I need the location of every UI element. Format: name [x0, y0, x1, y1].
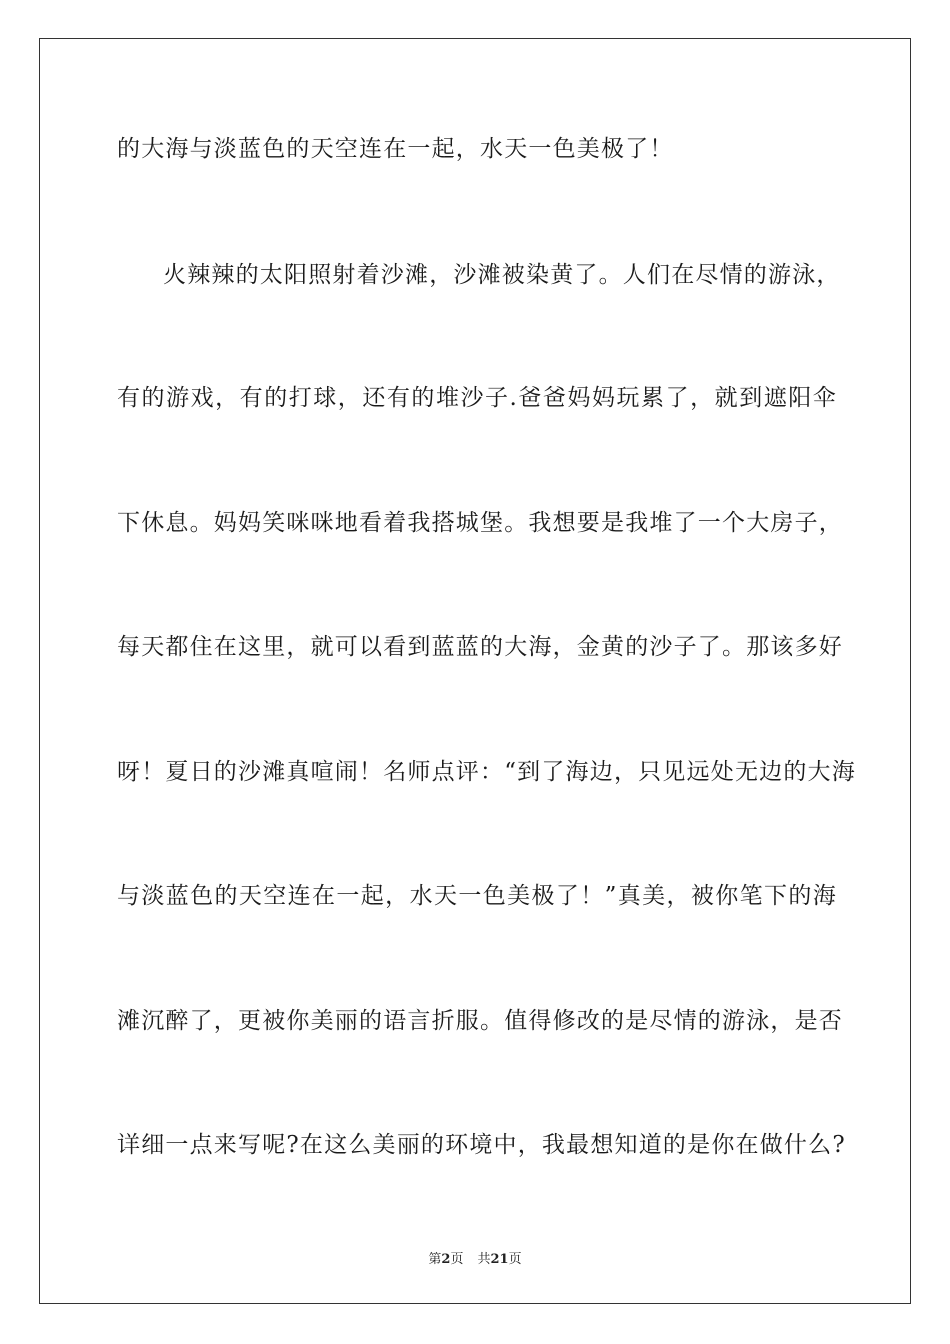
total-pages: 21: [490, 1252, 509, 1267]
total-suffix: 页: [508, 1252, 522, 1267]
paragraph-line-9: 详细一点来写呢?在这么美丽的环境中，我最想知道的是你在做什么?: [117, 1132, 846, 1158]
total-prefix: 共: [477, 1252, 491, 1267]
page-border: [39, 38, 911, 1304]
page-prefix: 第: [428, 1252, 442, 1267]
paragraph-line-4: 下休息。妈妈笑咪咪地看着我搭城堡。我想要是我堆了一个大房子，: [117, 510, 843, 536]
page-suffix: 页: [450, 1252, 464, 1267]
paragraph-line-7: 与淡蓝色的天空连在一起，水天一色美极了！”真美，被你笔下的海: [117, 883, 837, 909]
paragraph-line-8: 滩沉醉了，更被你美丽的语言折服。值得修改的是尽情的游泳，是否: [117, 1008, 843, 1034]
paragraph-line-5: 每天都住在这里，就可以看到蓝蓝的大海，金黄的沙子了。那该多好: [117, 634, 843, 660]
page-footer: [0, 1248, 950, 1267]
paragraph-line-2: 火辣辣的太阳照射着沙滩，沙滩被染黄了。人们在尽情的游泳，: [163, 262, 841, 288]
paragraph-line-6: 呀！夏日的沙滩真喧闹！名师点评：“到了海边，只见远处无边的大海: [117, 759, 856, 785]
paragraph-line-1: 的大海与淡蓝色的天空连在一起，水天一色美极了！: [117, 136, 674, 162]
page-number: 2: [441, 1252, 451, 1267]
paragraph-line-3: 有的游戏，有的打球，还有的堆沙子.爸爸妈妈玩累了，就到遮阳伞: [117, 385, 837, 411]
